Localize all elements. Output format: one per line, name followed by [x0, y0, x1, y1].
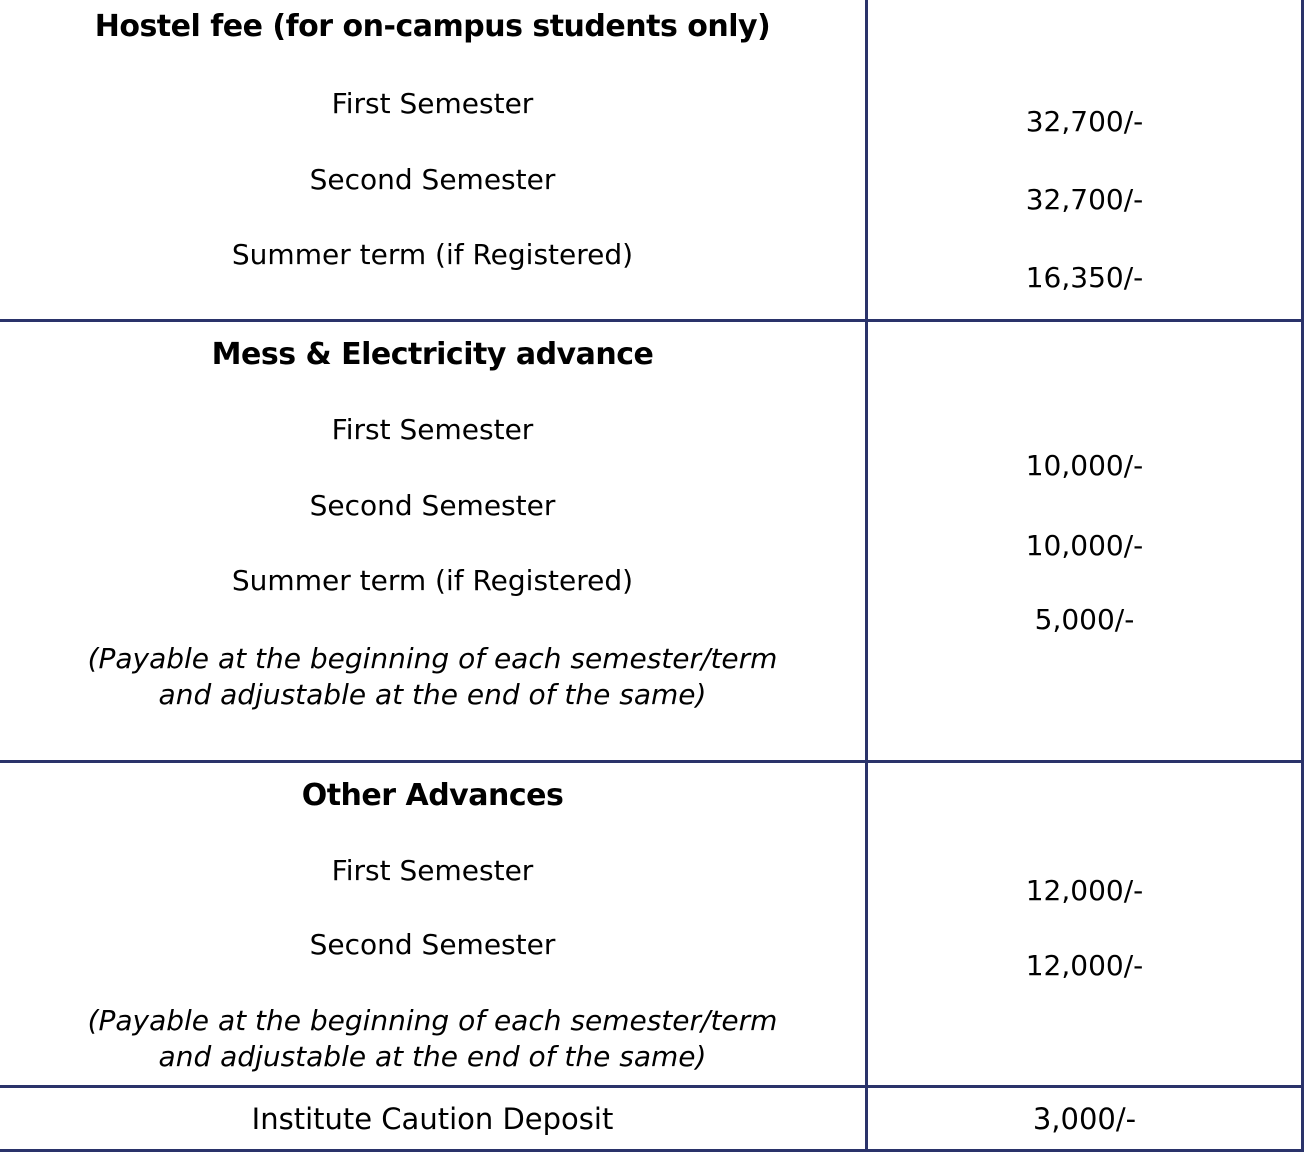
section-hostel-fee — [0, 0, 1301, 322]
fee-row-label: First Semester — [331, 87, 534, 120]
fee-row-label: Institute Caution Deposit — [251, 1101, 614, 1136]
fee-row-label: Summer term (if Registered) — [231, 564, 634, 597]
fee-amount: 12,000/- — [1025, 949, 1144, 982]
caution-deposit-label-cell — [0, 1088, 868, 1149]
payable-note-line1: (Payable at the beginning of each semester/term — [87, 1004, 778, 1037]
fee-amount: 16,350/- — [1025, 261, 1144, 294]
row-institute-caution-deposit — [0, 1088, 1301, 1152]
payable-note — [0, 1003, 865, 1075]
fee-amount: 32,700/- — [1025, 105, 1144, 138]
fee-amount: 3,000/- — [1032, 1101, 1137, 1136]
caution-deposit-amount-cell — [868, 1088, 1301, 1149]
fee-row-label: Second Semester — [309, 163, 556, 196]
mess-advance-amounts-cell — [868, 322, 1301, 760]
fee-row-label: First Semester — [331, 854, 534, 887]
fee-row-label: Second Semester — [309, 489, 556, 522]
section-title: Mess & Electricity advance — [211, 337, 654, 372]
payable-note-line2: and adjustable at the end of the same) — [158, 1040, 707, 1073]
fee-row-label: Summer term (if Registered) — [231, 238, 634, 271]
fee-row-label: Second Semester — [309, 928, 556, 961]
fee-amount: 10,000/- — [1025, 449, 1144, 482]
payable-note-line2: and adjustable at the end of the same) — [158, 678, 707, 711]
section-title: Hostel fee (for on-campus students only) — [94, 9, 771, 44]
hostel-fee-amounts-cell — [868, 0, 1301, 319]
other-advances-amounts-cell — [868, 763, 1301, 1085]
fee-amount: 5,000/- — [1034, 603, 1135, 636]
other-advances-labels-cell — [0, 763, 868, 1085]
payable-note-line1: (Payable at the beginning of each semester/term — [87, 642, 778, 675]
section-mess-electricity-advance — [0, 322, 1301, 763]
fee-amount: 32,700/- — [1025, 183, 1144, 216]
payable-note — [0, 641, 865, 713]
mess-advance-labels-cell — [0, 322, 868, 760]
hostel-fee-labels-cell — [0, 0, 868, 319]
fee-amount: 10,000/- — [1025, 529, 1144, 562]
section-title: Other Advances — [301, 778, 564, 813]
section-other-advances — [0, 763, 1301, 1088]
fee-amount: 12,000/- — [1025, 874, 1144, 907]
fee-row-label: First Semester — [331, 413, 534, 446]
